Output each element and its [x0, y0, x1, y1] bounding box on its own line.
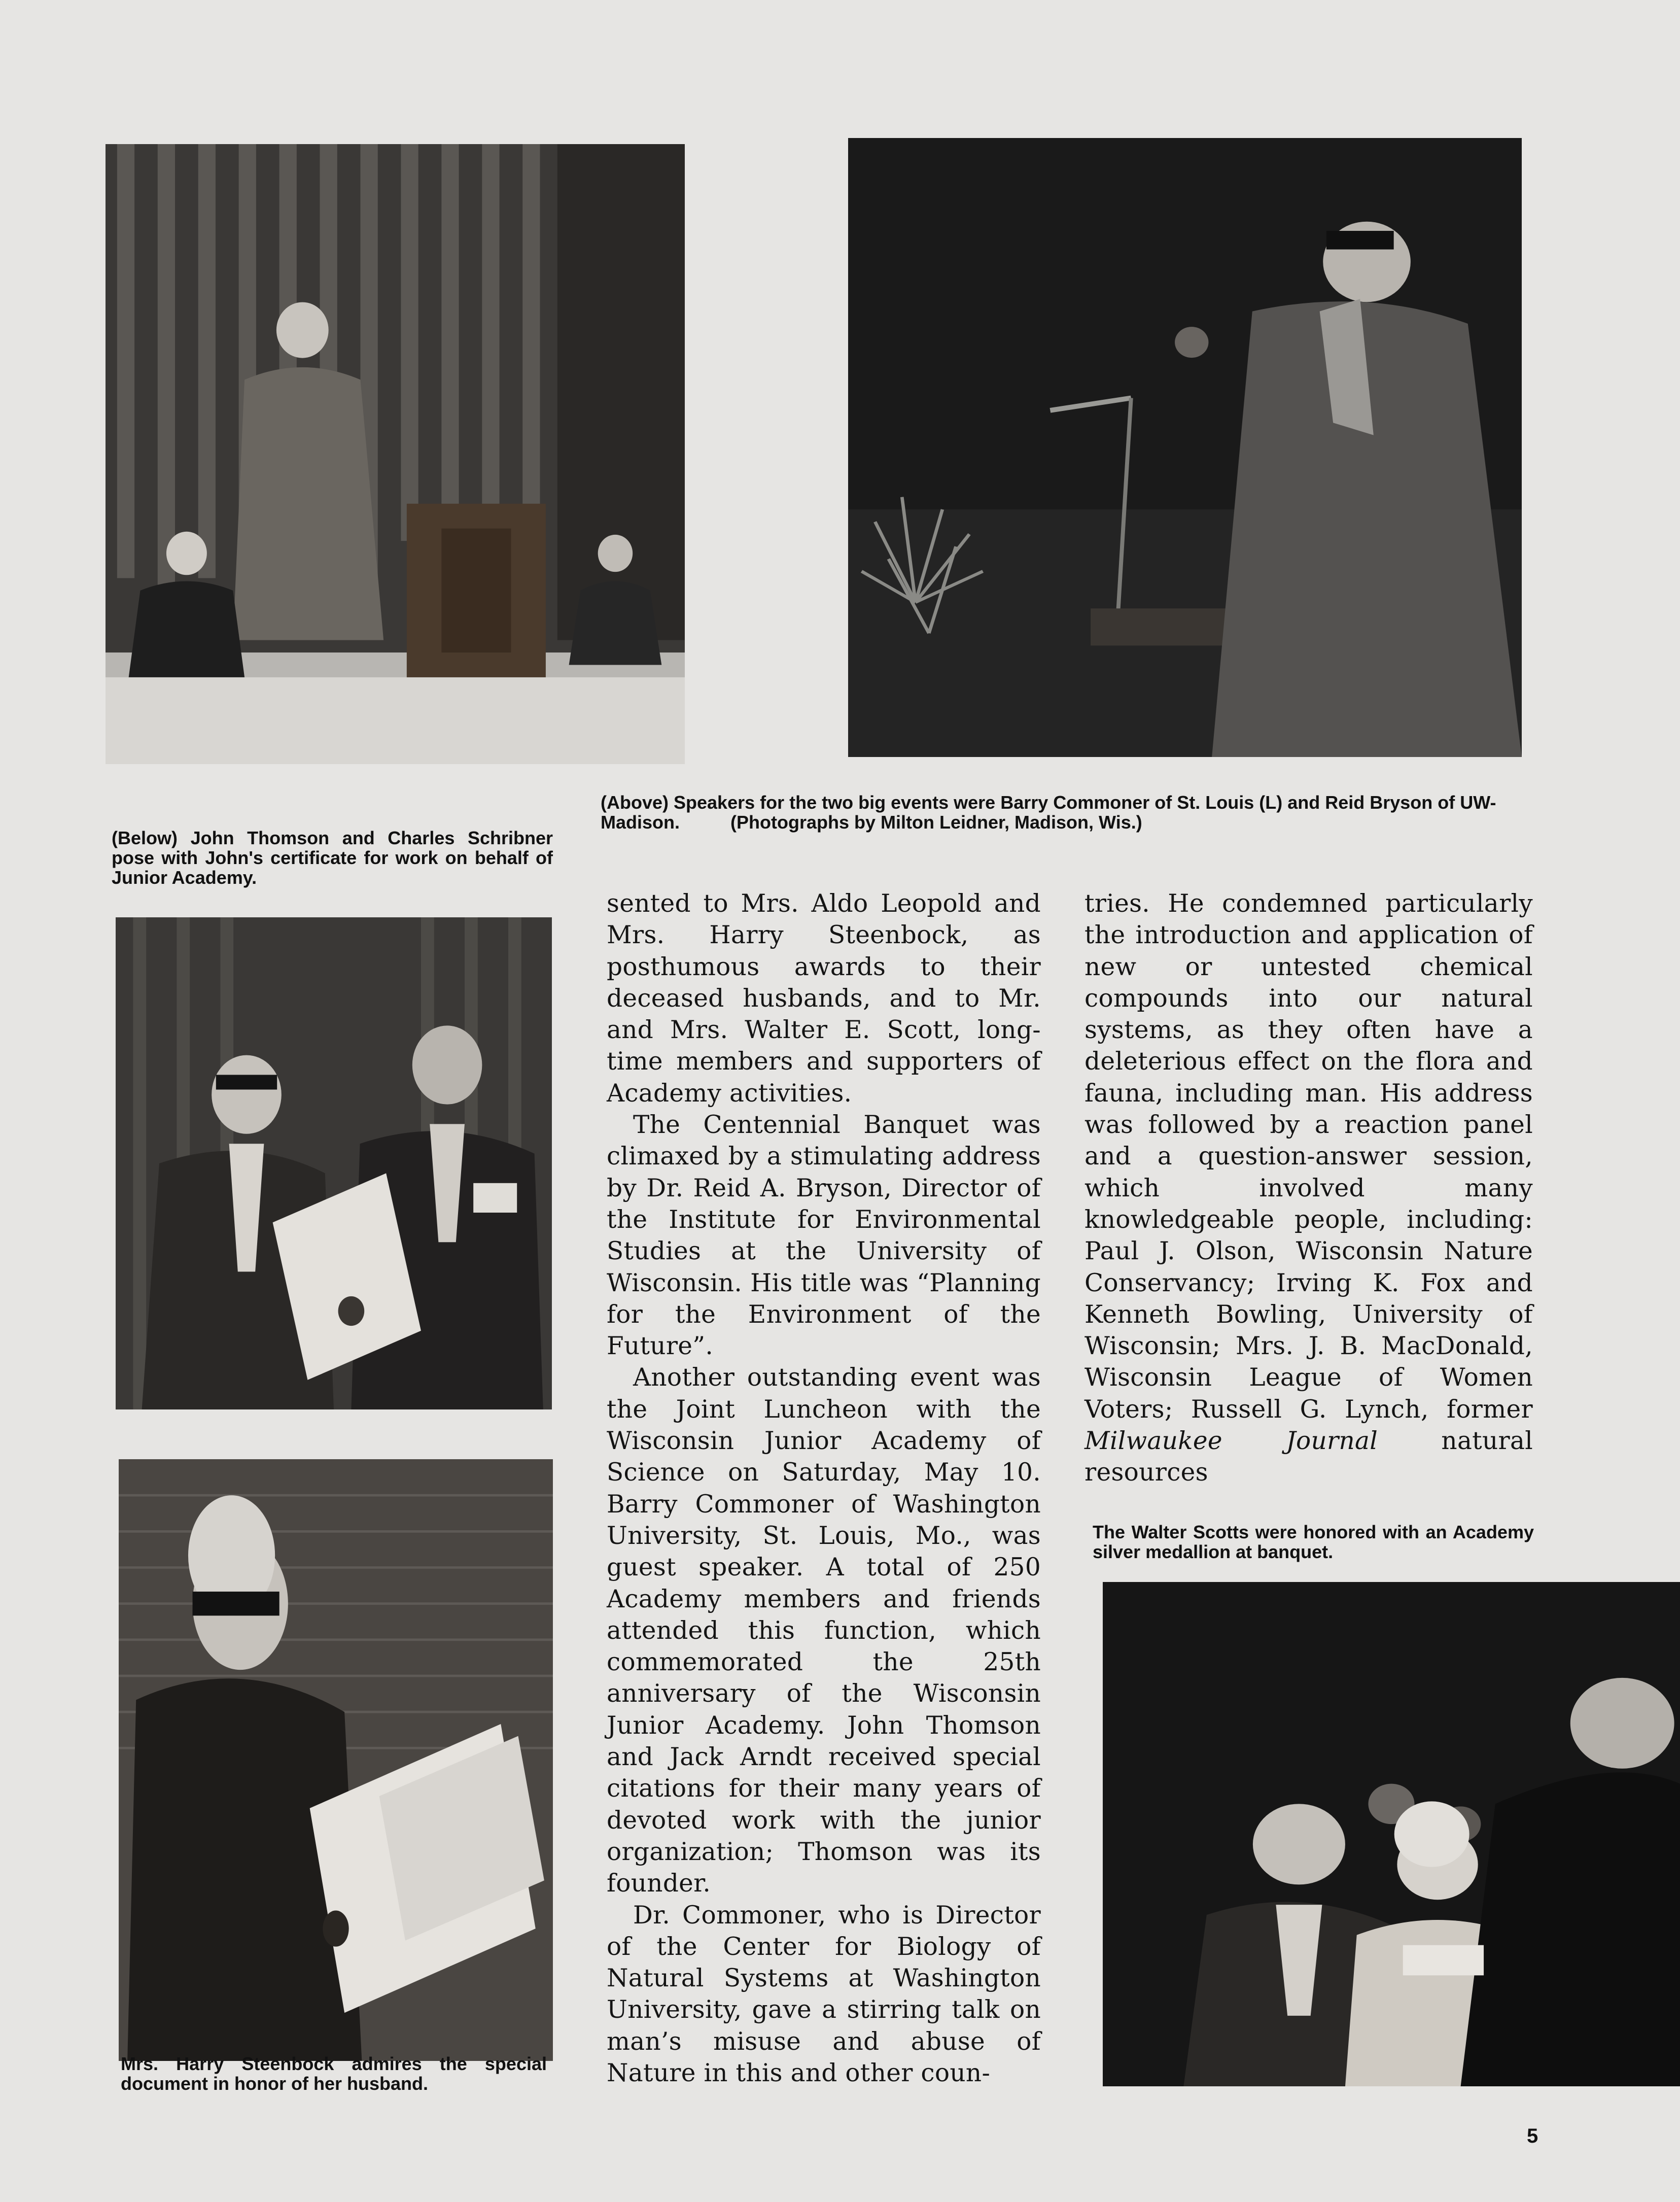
photo-podium-speaker [106, 144, 685, 764]
article-column-right [1084, 888, 1533, 1489]
caption-thomson-schribner: (Below) John Thomson and Charles Schribner pose with John's certificate for work on behalf of Junior Academy. [112, 828, 553, 888]
paragraph-awards: sented to Mrs. Aldo Leopold and Mrs. Harry Steenbock, as posthumous awards to their deceased husbands, and to Mr. and Mrs. Walter E. Scott, long-time members and supporters of Academy activities. [607, 889, 1041, 1108]
caption-steenbock: Mrs. Harry Steenbock admires the special document in honor of her husband. [121, 2053, 547, 2094]
photo-mrs-steenbock [119, 1459, 553, 2061]
caption-speakers: (Above) Speakers for the two big events were Barry Commoner of St. Louis (L) and Reid Bryson of UW-Madison. (Photographs by Milton Leidner, Madison, Wis.) [601, 792, 1496, 833]
paragraph-joint-luncheon: Another outstanding event was the Joint Luncheon with the Wisconsin Junior Academy of Science on Saturday, May 10. Barry Commoner of Washington University, St. Louis, Mo., was guest speaker. A total of 250 Academy members and friends attended this function, which commemorated the 25th anniversary of the Wisconsin Junior Academy. John Thomson and Jack Arndt received special citations for their many years of devoted work with the junior organization; Thomson was its founder. [607, 1363, 1041, 1898]
publication-title: Milwaukee Journal [1084, 1427, 1378, 1456]
text-before-italic: tries. He condemned particularly the introduction and application of new or untested chemical compounds into our natural systems, as they often have a deleterious effect on the flora and fauna, including man. His address was followed by a reaction panel and a question-answer session, which involved many knowledgeable people, including: Paul J. Olson, Wisconsin Nature Conservancy; Irving K. Fox and Kenneth Bowling, University of Wisconsin; Mrs. J. B. MacDonald, Wisconsin League of Women Voters; Russell G. Lynch, former [1084, 889, 1533, 1424]
paragraph-continuation [1084, 888, 1533, 1489]
photo-microphone-speaker [848, 138, 1522, 757]
article-column-middle [607, 888, 1041, 2089]
paragraph-centennial-banquet: The Centennial Banquet was climaxed by a stimulating address by Dr. Reid A. Bryson, Director of the Institute for Environmental Studies at the University of Wisconsin. His title was “Planning for the Environment of the Future”. [607, 1111, 1041, 1361]
paragraph-commoner-talk: Dr. Commoner, who is Director of the Center for Biology of Natural Systems at Washington University, gave a stirring talk on man’s misuse and abuse of Nature in this and other coun- [607, 1901, 1041, 2087]
page-number: 5 [1527, 2125, 1538, 2147]
text-after-italic: natural resources [1084, 1427, 1533, 1487]
photo-walter-scotts [1103, 1582, 1680, 2086]
photo-certificate-presentation [116, 917, 552, 1409]
caption-scotts: The Walter Scotts were honored with an Academy silver medallion at banquet. [1093, 1522, 1534, 1562]
